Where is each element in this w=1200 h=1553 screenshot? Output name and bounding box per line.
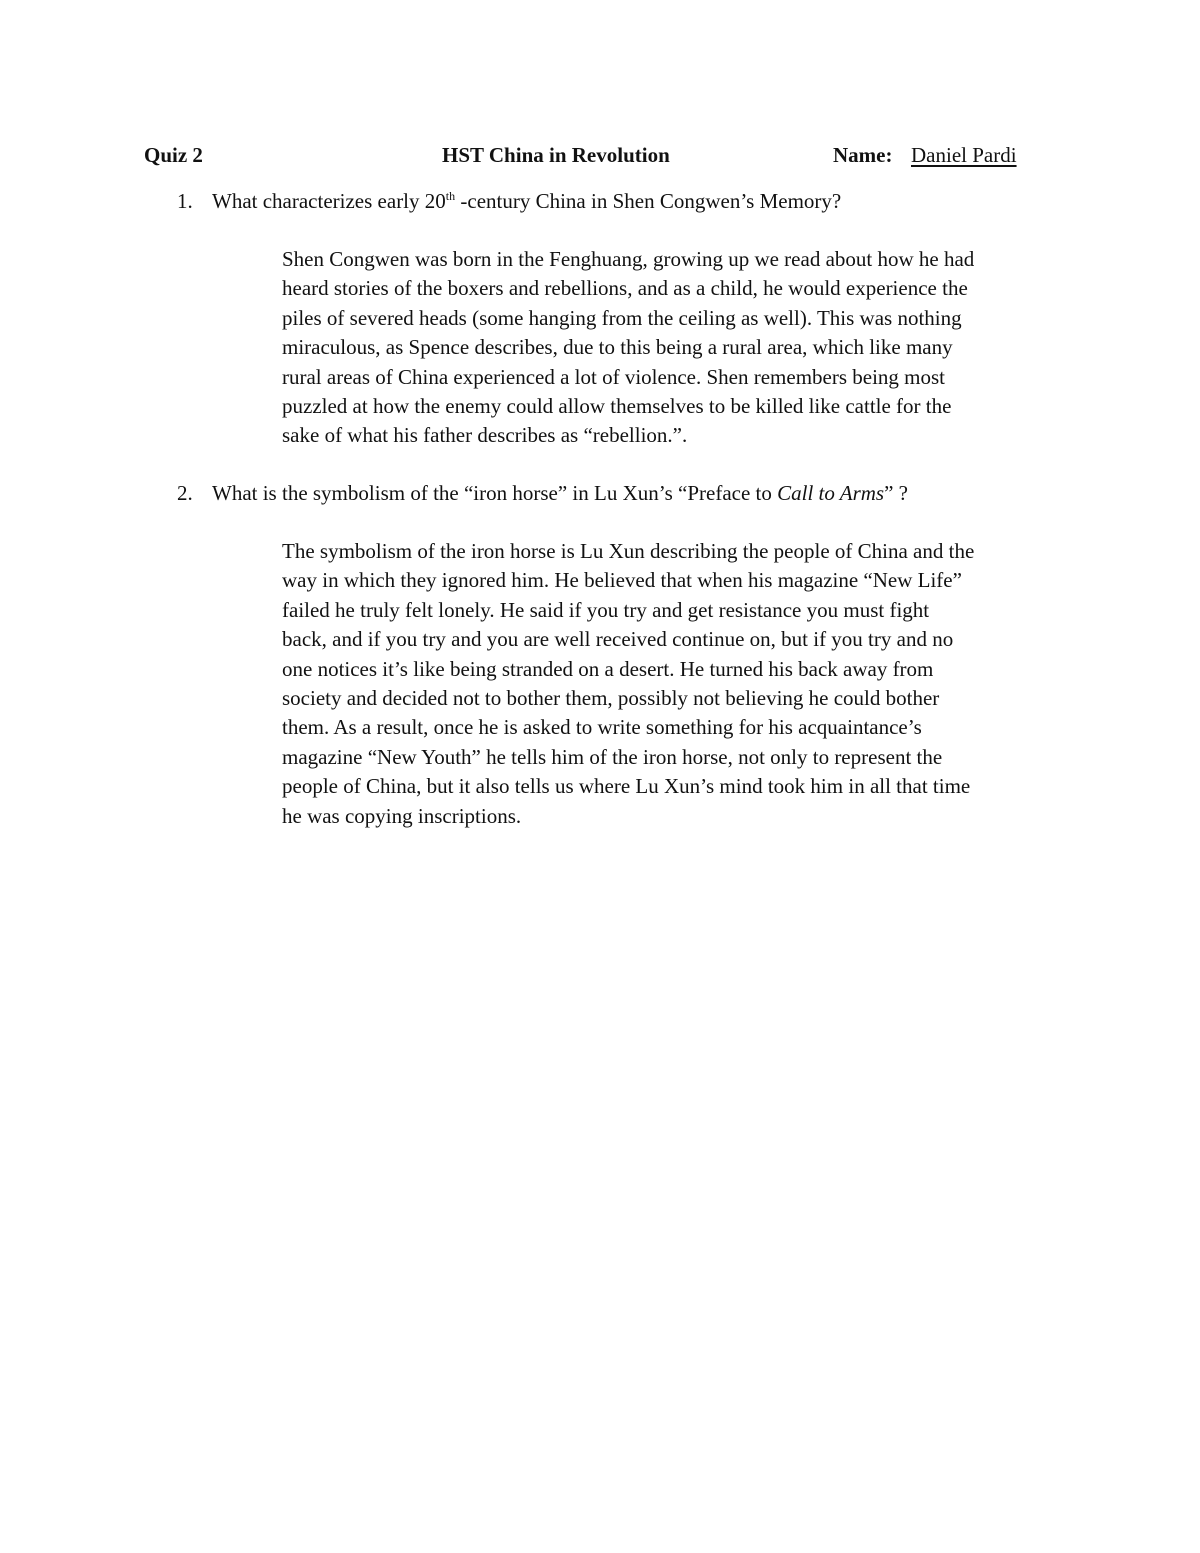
answer-line: failed he truly felt lonely. He said if you try and get resistance you must fight bbox=[282, 597, 930, 622]
quiz-title: Quiz 2 bbox=[144, 143, 203, 167]
question-number: 1. bbox=[177, 189, 193, 213]
course-title: HST China in Revolution bbox=[442, 143, 670, 167]
question-text-part: What characterizes early 20 bbox=[212, 189, 446, 213]
book-title: Call to Arms bbox=[777, 481, 885, 505]
student-name: Daniel Pardi bbox=[911, 143, 1017, 167]
answer-line: puzzled at how the enemy could allow themselves to be killed like cattle for the bbox=[282, 394, 952, 419]
ordinal-superscript: th bbox=[445, 189, 456, 203]
answer-line: way in which they ignored him. He believed that when his magazine “New Life” bbox=[282, 568, 962, 593]
answer-1 bbox=[282, 245, 1072, 451]
question-text bbox=[212, 187, 841, 216]
question-text-part: What is the symbolism of the “iron horse” in Lu Xun’s “Preface to bbox=[212, 481, 778, 505]
question-text-part: ” ? bbox=[884, 481, 908, 505]
answer-line: Shen Congwen was born in the Fenghuang, growing up we read about how he had bbox=[282, 247, 975, 271]
answer-line: people of China, but it also tells us where Lu Xun’s mind took him in all that time bbox=[282, 774, 971, 799]
answer-line: them. As a result, once he is asked to write something for his acquaintance’s bbox=[282, 715, 922, 740]
answer-line: miraculous, as Spence describes, due to this being a rural area, which like many bbox=[282, 335, 953, 360]
answer-line: one notices it’s like being stranded on a desert. He turned his back away from bbox=[282, 656, 934, 681]
answer-line: he was copying inscriptions. bbox=[282, 803, 522, 828]
answer-line: The symbolism of the iron horse is Lu Xun describing the people of China and the bbox=[282, 539, 975, 563]
answer-line: society and decided not to bother them, possibly not believing he could bother bbox=[282, 686, 940, 711]
answer-line: rural areas of China experienced a lot of violence. Shen remembers being most bbox=[282, 364, 946, 389]
answer-line: back, and if you try and you are well received continue on, but if you try and no bbox=[282, 627, 954, 652]
answer-line: piles of severed heads (some hanging from the ceiling as well). This was nothing bbox=[282, 305, 962, 330]
question-text bbox=[212, 479, 908, 508]
name-label: Name: bbox=[833, 143, 893, 167]
answer-line: magazine “New Youth” he tells him of the iron horse, not only to represent the bbox=[282, 744, 943, 769]
quiz-header bbox=[0, 143, 1200, 173]
question-text-part: -century China in Shen Congwen’s Memory? bbox=[455, 189, 842, 213]
answer-line: heard stories of the boxers and rebellions, and as a child, he would experience the bbox=[282, 276, 968, 301]
answer-2 bbox=[282, 537, 1072, 831]
question-number: 2. bbox=[177, 481, 193, 505]
answer-line: sake of what his father describes as “rebellion.”. bbox=[282, 423, 688, 448]
